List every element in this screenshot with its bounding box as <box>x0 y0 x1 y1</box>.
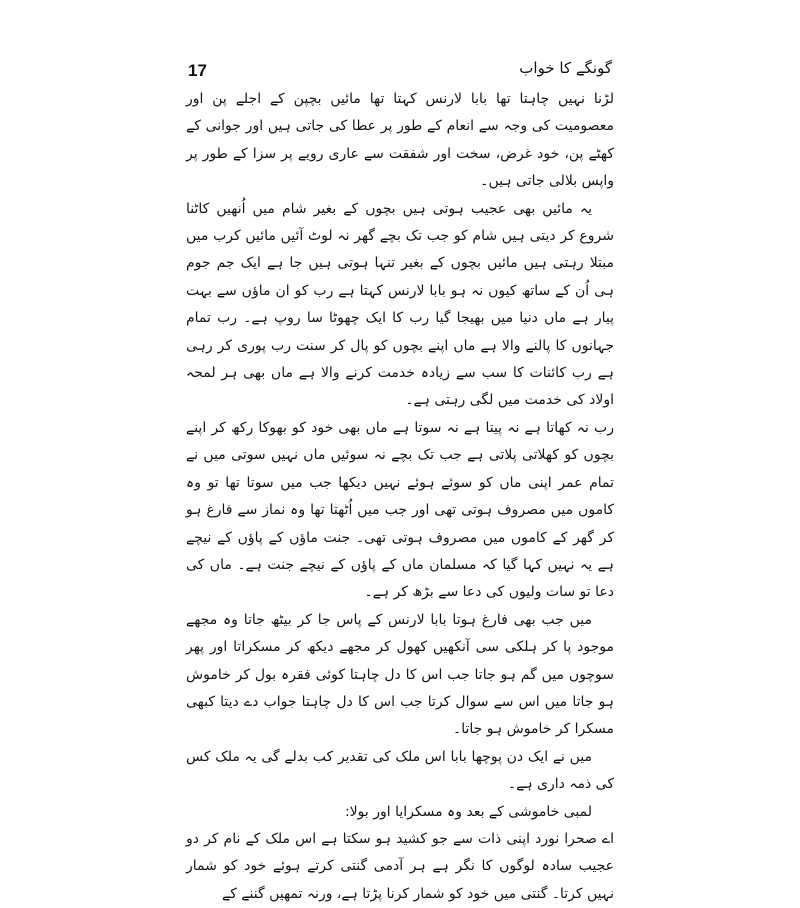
paragraph-4: میں جب بھی فارغ ہوتا بابا لارنس کے پاس جا کر بیٹھ جاتا وہ مجھے موجود پا کر ہلکی سی آنکھیں کھول کر مجھے دیکھ کر مسکراتا اور پھر سوچوں میں گم ہو جاتا جب اس کا دل چاہتا کوئی فقرہ بول کر خاموش ہو جاتا میں اس سے سوال کرتا جب اس کا دل چاہتا جواب دے دیتا کبھی مسکرا کر خاموش ہو جاتا۔ <box>186 611 614 738</box>
paragraph-2: یہ مائیں بھی عجیب ہوتی ہیں بچوں کے بغیر شام میں اُنھیں کاٹنا شروع کر دیتی ہیں شام کو جب تک بچے گھر نہ لوٹ آئیں مائیں کرب میں مبتلا رہتی ہیں مائیں بچوں کے بغیر تنہا ہوتی ہیں جا ہے ایک جم جوم ہی اُن کے ساتھ کیوں نہ ہو بابا لارنس کہتا ہے رب کو ان ماؤں سے بہت پیار ہے ماں دنیا میں بھیجا گیا رب کا ایک چھوٹا سا روپ ہے۔ رب تمام جہانوں کا پالنے والا ہے ماں اپنے بچوں کو پال کر سنت رب پوری کر رہی ہے رب کائنات کا سب سے زیادہ خدمت کرنے والا ہے ماں بھی ہر لمحہ اولاد کی خدمت میں لگی رہتی ہے۔ <box>186 200 614 409</box>
paragraph-1: لڑنا نہیں چاہتا تھا بابا لارنس کہتا تھا مائیں بچپن کے اجلے پن اور معصومیت کی وجہ سے انعام کے طور پر عطا کی جاتی ہیں اور جوانی کے کھٹے پن، خود غرض، سخت اور شفقت سے عاری رویے پر سزا کے طور پر واپس بلالی جاتی ہیں۔ <box>186 91 614 190</box>
page-header <box>188 55 612 85</box>
paragraph-3: رب نہ کھاتا ہے نہ پیتا ہے نہ سوتا ہے ماں بھی خود کو بھوکا رکھ کر اپنے بچوں کو کھلاتی پلاتی ہے جب تک بچے نہ سوئیں ماں نہیں سوتی میں نے تمام عمر اپنی ماں کو سوئے ہوئے نہیں دیکھا جب میں سوتا تھا تو وہ کاموں میں مصروف ہوتی تھی اور جب میں اُٹھتا تھا وہ نماز سے فارغ ہو کر گھر کے کاموں میں مصروف ہوتی تھی۔ جنت ماؤں کے پاؤں کے نیچے ہے یہ نہیں کہا گیا کہ مسلمان ماں کے پاؤں کے نیچے جنت ہے۔ ماں کی دعا تو سات ولیوں کی دعا سے بڑھ کر ہے۔ <box>186 419 614 601</box>
page-number: 17 <box>188 61 207 80</box>
paragraph-7: اے صحرا نورد اپنی ذات سے جو کشید ہو سکتا ہے اس ملک کے نام کر دو عجیب سادہ لوگوں کا نگر ہے ہر آدمی گنتی کرتے ہوئے خود کو شمار نہیں کرتا۔ گنتی میں خود کو شمار کرنا پڑتا ہے، ورنہ تمھیں گننے کے <box>186 830 614 902</box>
paragraph-6: لمبی خاموشی کے بعد وہ مسکرایا اور بولا: <box>344 803 592 820</box>
running-title: گونگے کا خواب <box>519 59 612 77</box>
paragraph-5: میں نے ایک دن پوچھا بابا اس ملک کی تقدیر کب بدلے گی یہ ملک کس کی ذمہ داری ہے۔ <box>186 748 614 793</box>
body-text <box>186 86 614 908</box>
